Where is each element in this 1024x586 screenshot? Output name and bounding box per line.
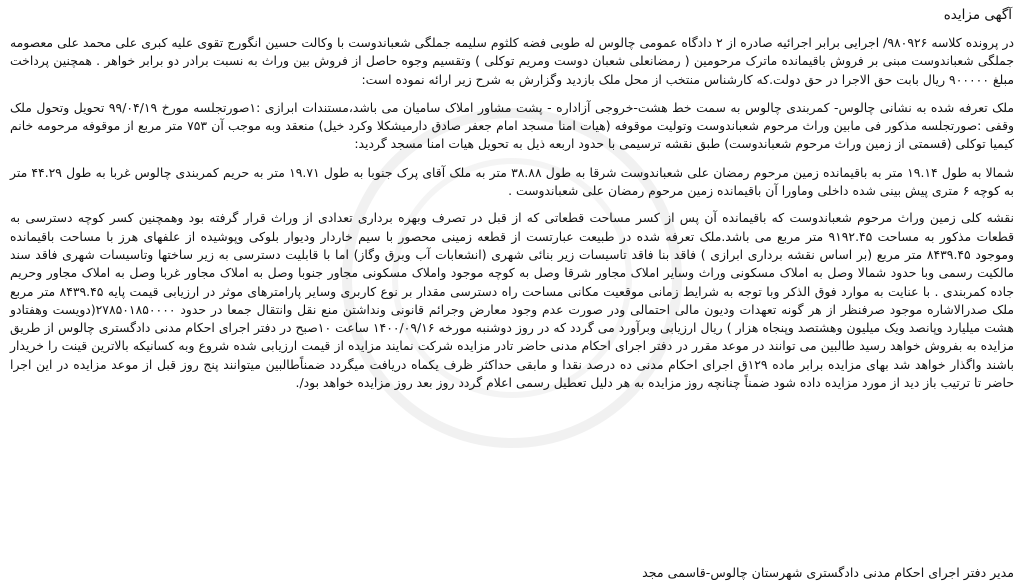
notice-title: آگهی مزایده <box>943 7 1012 23</box>
notice-paragraph-boundaries: شمالا به طول ۱۹.۱۴ متر به باقیمانده زمین مرحوم رمضان علی شعباندوست شرقا به طول ۳۸.۸۸ متر به ملک آقای پرک جنوبا به طول ۱۹.۷۱ متر به حریم کمربندی چالوس غربا به طول ۴۴.۲۹ متر به کوچه ۶ متری پیش بینی شده داخلی وماورا آن باقیمانده زمین مرحوم رمضان علی شعباندوست . <box>10 164 1015 199</box>
notice-paragraph-valuation: نقشه کلی زمین وراث مرحوم شعباندوست که باقیمانده آن پس از کسر مساحت قطعاتی که از قبل در تصرف وبهره برداری تعدادی از وراث قرار گرفته بود وهمچنین کسر کوچه دسترسی به قطعات مذکور به مساحت ۹۱۹۲.۴۵ متر مربع می باشد.ملک تعرفه شده در طبیعت عبارتست از قطعه زمینی محصور با سیم خاردار ودیوار بلوکی وپوشیده از علفهای هرز با مساحت باقیمانده وموجود ۸۴۳۹.۴۵ متر مربع (بر اساس نقشه برداری ابرازی ) فاقد بنا فاقد تاسیسات زیر بنائی شهری (انشعابات آب وبرق وگاز) اما با قابلیت دسترسی به زیر ساختها وتاسیسات شهری فاقد سند مالکیت رسمی وبا حدود شمالا وصل به املاک مسکونی وراث وسایر املاک مجاور شرقا وصل به کوچه موجود واملاک مسکونی مجاور جنوبا وصل به املاک مجاور غربا وصل به املاک مجاور وحریم جاده کمربندی . با عنایت به موارد فوق الذکر وبا توجه به شرایط زمانی موقعیت مکانی مساحت راه دسترسی مقدار بر نوع کاربری وسایر پارامترهای موثر در ارزیابی قیمت پایه ۸۴۳۹.۴۵ متر مربع ملک صدرالاشاره موجود صرفنظر از هر گونه تعهدات ودیون مالی احتمالی ودر صورت عدم وجود معارض وجرائم قانونی ونداشتن منع نقل وانتقال جمعا در حدود ۲۷۸۵۰۱۸۵۰۰۰۰(دویست وهفتادو هشت میلیارد وپانصد ویک میلیون وهشتصد وپنجاه هزار ) ریال ارزیابی وبرآورد می گردد که در روز دوشنبه مورخه ۱۴۰۰/۰۹/۱۶ ساعت ۱۰صبح در دفتر اجرای احکام مدنی دادگستری چالوس از طریق مزایده به بفروش خواهد رسید طالبین می توانند در موعد مقرر در دفتر اجرای احکام مدنی حاضر تادر مزایده شرکت نمایند مزایده از قیمت ارزیابی شده شروع وبه کسانیکه بالاترین قینت را خریدار باشند واگذار خواهد شد بهای مزایده برابر ماده ۱۲۹ق اجرای احکام مدنی ده درصد نقدا و مابقی حداکثر ظرف یکماه دریافت میگردد ضمناًطالبین میتوانند پنج روز قبل از موعد مزایده در این اجرا حاضر تا ترتیب باز دید از مورد مزایده داده شود ضمناً چنانچه روز مزایده به هر دلیل تعطیل رسمی اعلام گردد روز بعد روز مزایده خواهد بود/. <box>10 210 1015 391</box>
notice-paragraph-property: ملک تعرفه شده به نشانی چالوس- کمربندی چالوس به سمت خط هشت-خروجی آزاداره - پشت مشاور املاک سامیان می باشد،مستندات ابرازی :۱صورتجلسه مورخ ۹۹/۰۴/۱۹ تحویل وتحول ملک وقفی :صورتجلسه مذکور فی مابین وراث مرحوم شعباندوست وتولیت موقوفه (هیات امنا مسجد امام جعفر صادق دارمیشکلا وکرد خیل) منعقد وبه موجب آن ۷۵۳ متر مربع از موقوفه مرحومه خانم کیمیا توکلی (قسمتی از زمین وراث مرحوم شعباندوست) طبق نقشه ترسیمی با حدود اربعه ذیل به تحویل هیات امنا مسجد گردید: <box>10 99 1014 152</box>
notice-signature: مدیر دفتر اجرای احکام مدنی دادگستری شهرستان چالوس-قاسمی مجد <box>642 565 1014 580</box>
notice-paragraph-case: در پرونده کلاسه ۹۸۰۹۲۶/ اجرایی برابر اجرائیه صادره از ۲ دادگاه عمومی چالوس له طوبی فضه کلثوم سلیمه جملگی شعباندوست با وکالت حسین انگورج تقوی علیه کبری علی محمد علی معصومه جملگی شعباندوست مبنی بر فروش باقیمانده ماترک مرحومین ( رمضانعلی شعبان دوست ومریم توکلی ) وتقسیم وجوه حاصل از فروش بین وراث به نسبت برادر دو برابر خواهر . همچنین پرداخت مبلغ ۹۰۰۰۰۰ ریال بابت حق الاجرا در حق دولت.که کارشناس منتخب از محل ملک بازدید وگزارش به شرح زیر ارائه نموده است: <box>10 35 1014 87</box>
